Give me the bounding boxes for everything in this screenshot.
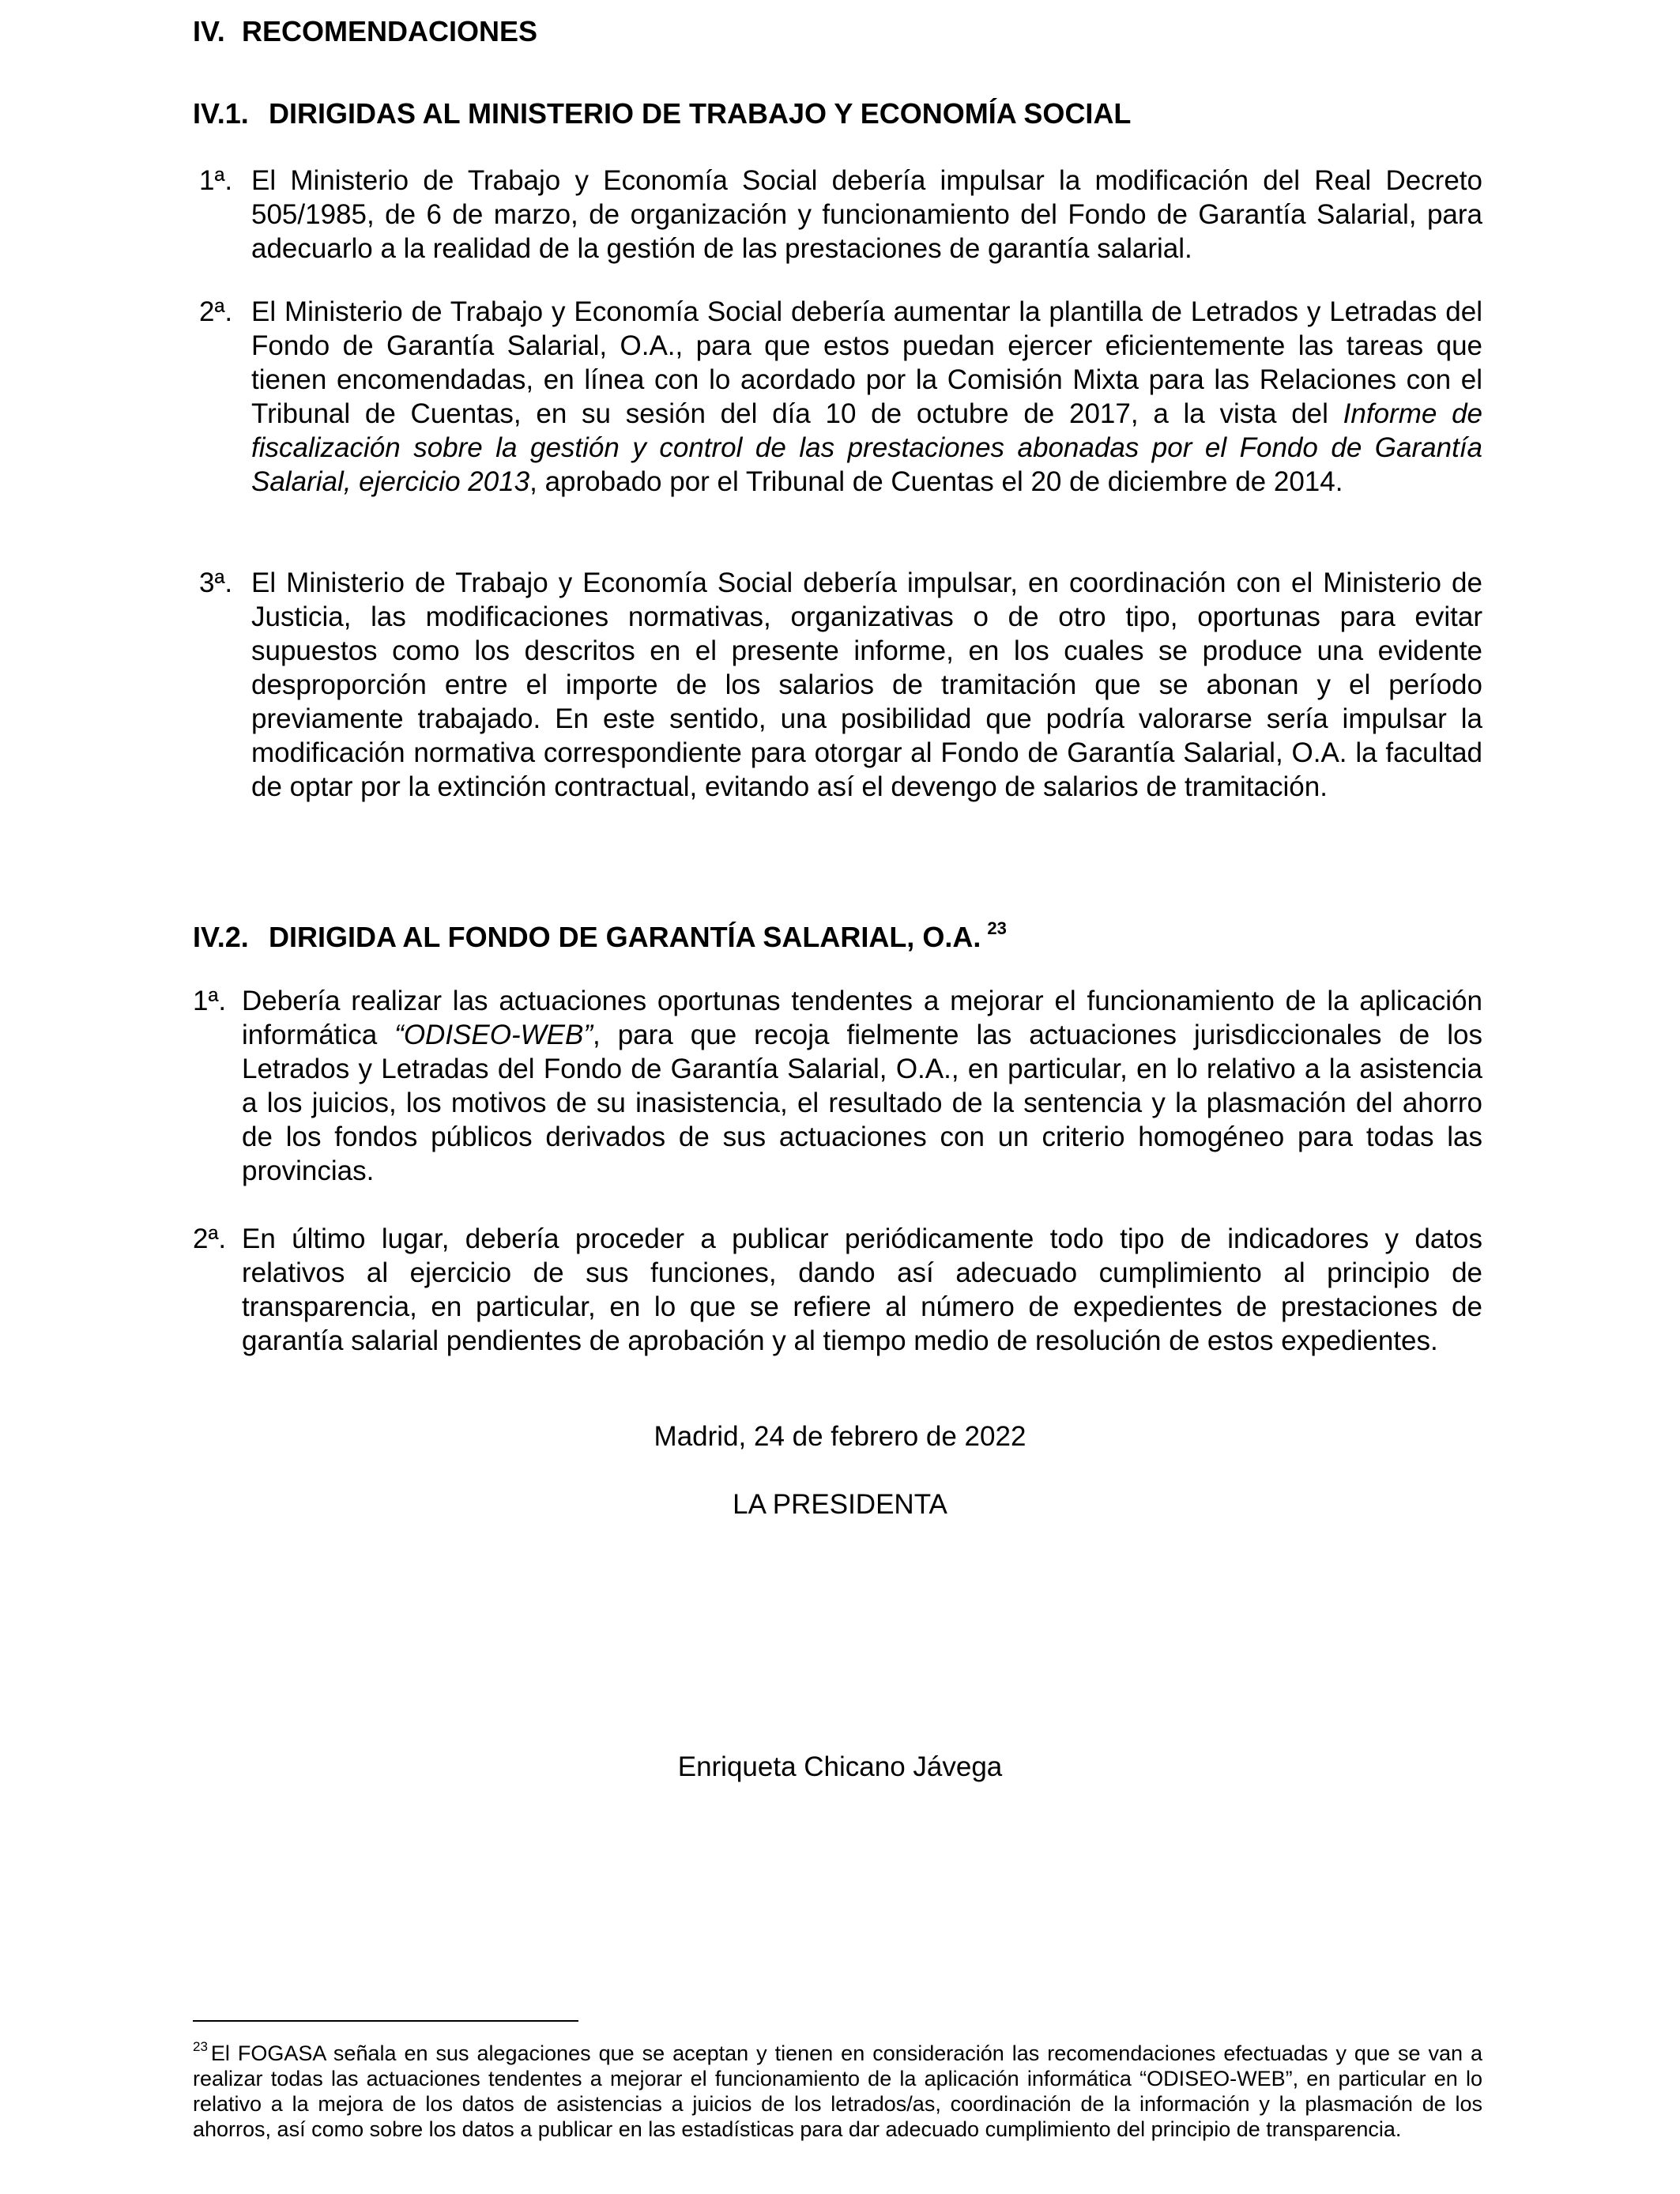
section-number: IV. <box>193 15 225 47</box>
footnote <box>193 2034 1482 2142</box>
footnote-number: 23 <box>193 2039 208 2054</box>
recommendation-1-3 <box>199 566 1482 804</box>
subsection-2-number: IV.2. <box>193 921 249 953</box>
subsection-2-heading <box>193 920 1007 952</box>
subsection-1-heading <box>193 97 1132 130</box>
text-segment: , para que recoja fielmente las actuaciones jurisdiccionales de los Letrados y Letradas del Fondo de Garantía Salarial, O.A., en particular, en lo relativo a la asistencia a los juicios, los motivos de su inasistencia, el resultado de la sentencia y la plasmación del ahorro de los fondos públicos derivados de sus actuaciones con un criterio homogéneo para todas las provincias. <box>242 1020 1482 1186</box>
footnote-separator <box>193 2020 578 2022</box>
recommendation-label: 2ª. <box>193 1223 227 1254</box>
recommendation-1-2 <box>199 295 1482 499</box>
text-segment: El Ministerio de Trabajo y Economía Social debería aumentar la plantilla de Letrados y Letradas del Fondo de Garantía Salarial, O.A., para que estos puedan ejercer eficientemente las tareas que tienen encomendadas, en línea con lo acordado por la Comisión Mixta para las Relaciones con el Tribunal de Cuentas, en su sesión del día 10 de octubre de 2017, a la vista del <box>251 296 1482 429</box>
recommendation-text <box>242 984 1482 1188</box>
subsection-1-number: IV.1. <box>193 97 249 130</box>
signatory-role: LA PRESIDENTA <box>733 1489 947 1520</box>
place-and-date: Madrid, 24 de febrero de 2022 <box>654 1421 1026 1452</box>
recommendation-text: En último lugar, debería proceder a publicar periódicamente todo tipo de indicadores y datos relativos al ejercicio de sus funciones, dando así adecuado cumplimiento al principio de transparencia, en particular, en lo que se refiere al número de expedientes de prestaciones de garantía salarial pendientes de aprobación y al tiempo medio de resolución de estos expedientes. <box>242 1223 1482 1356</box>
subsection-2-title: DIRIGIDA AL FONDO DE GARANTÍA SALARIAL, O.A. <box>269 921 981 953</box>
subsection-1-title: DIRIGIDAS AL MINISTERIO DE TRABAJO Y ECONOMÍA SOCIAL <box>269 97 1132 130</box>
recommendation-label: 1ª. <box>193 986 227 1016</box>
recommendation-text: El Ministerio de Trabajo y Economía Social debería impulsar la modificación del Real Decreto 505/1985, de 6 de marzo, de organización y funcionamiento del Fondo de Garantía Salarial, para adecuarlo a la realidad de la gestión de las prestaciones de garantía salarial. <box>251 165 1482 264</box>
recommendation-1-1 <box>199 164 1482 266</box>
recommendation-2-2 <box>193 1222 1482 1358</box>
recommendation-label: 2ª. <box>199 296 233 327</box>
application-name-italic: “ODISEO-WEB” <box>394 1020 593 1050</box>
recommendation-text: El Ministerio de Trabajo y Economía Social debería impulsar, en coordinación con el Ministerio de Justicia, las modificaciones normativas, organizativas o de otro tipo, oportunas para evitar supuestos como los descritos en el presente informe, en los cuales se produce una evidente desproporción entre el importe de los salarios de tramitación que se abonan y el período previamente trabajado. En este sentido, una posibilidad que podría valorarse sería impulsar la modificación normativa correspondiente para otorgar al Fondo de Garantía Salarial, O.A. la facultad de optar por la extinción contractual, evitando así el devengo de salarios de tramitación. <box>251 567 1482 802</box>
text-segment: , aprobado por el Tribunal de Cuentas el 20 de diciembre de 2014. <box>529 466 1343 497</box>
recommendation-text <box>251 295 1482 499</box>
recommendation-label: 3ª. <box>199 567 233 598</box>
report-title-italic: Informe de fiscalización sobre la gestión y control de las prestaciones abonadas por el Fondo de Garantía Salarial, ejercicio 2013 <box>251 398 1482 497</box>
text-segment: Debería realizar las actuaciones oportunas tendentes a mejorar el funcionamiento de la aplicación informática <box>242 986 1482 1050</box>
section-heading <box>193 17 537 46</box>
signatory-name: Enriqueta Chicano Jávega <box>677 1751 1003 1782</box>
footnote-reference: 23 <box>987 918 1007 938</box>
section-title: RECOMENDACIONES <box>242 15 538 47</box>
recommendation-label: 1ª. <box>199 165 233 196</box>
footnote-text: El FOGASA señala en sus alegaciones que se aceptan y tienen en consideración las recomendaciones efectuadas y que se van a realizar todas las actuaciones tendentes a mejorar el funcionamiento de la aplicación informática “ODISEO-WEB”, en particular en lo relativo a la mejora de los datos de asistencias a juicios de los letrados/as, coordinación de la información y la plasmación de los ahorros, así como sobre los datos a publicar en las estadísticas para dar adecuado cumplimiento del principio de transparencia. <box>193 2041 1482 2141</box>
recommendation-2-1 <box>193 984 1482 1188</box>
